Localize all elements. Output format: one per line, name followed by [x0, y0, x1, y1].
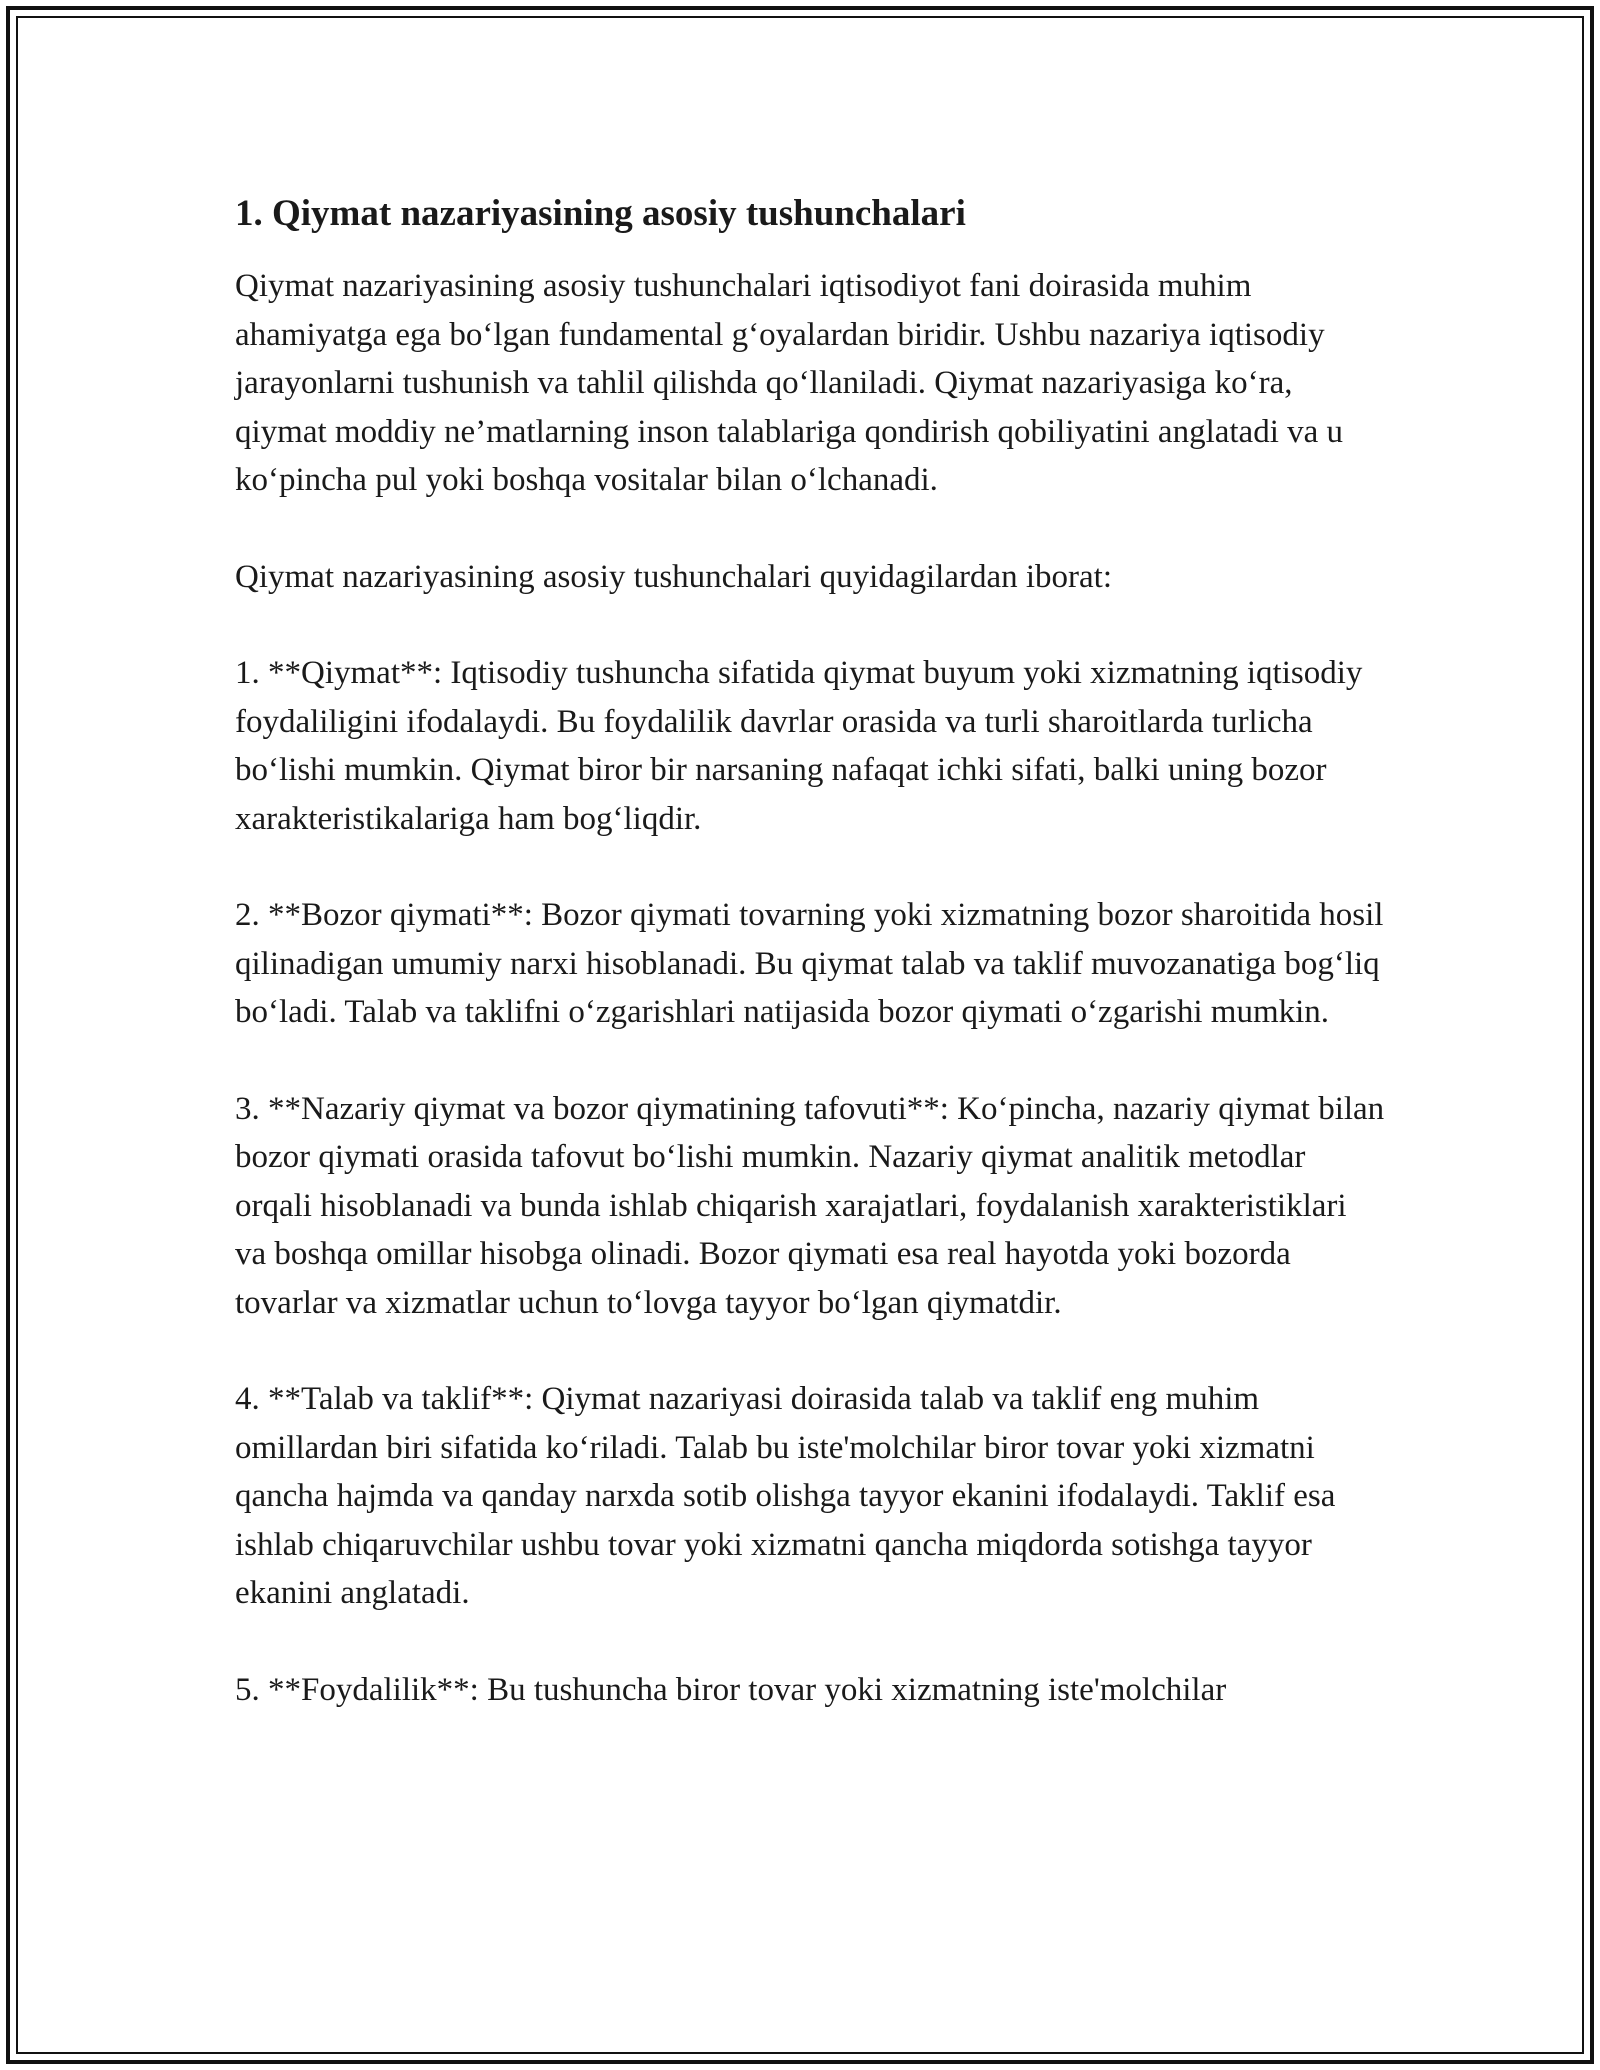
list-intro-paragraph: Qiymat nazariyasining asosiy tushunchalari quyidagilardan iborat: [235, 558, 1113, 595]
list-item-qiymat: 1. **Qiymat**: Iqtisodiy tushuncha sifatida qiymat buyum yoki xizmatning iqtisodiy foydaliligini ifodalaydi. Bu foydalilik davrlar orasida va turli sharoitlarda turlicha bo‘lishi mumkin. Qiymat biror bir narsaning nafaqat ichki sifati, balki uning bozor xarakteristikalariga ham bog‘liqdir. [235, 655, 1363, 837]
list-item-talab-taklif: 4. **Talab va taklif**: Qiymat nazariyasi doirasida talab va taklif eng muhim omillardan biri sifatida ko‘riladi. Talab bu iste'molchilar biror tovar yoki xizmatni qancha hajmda va qanday narxda sotib olishga tayyor ekanini ifodalaydi. Taklif esa ishlab chiqaruvchilar ushbu tovar yoki xizmatni qancha miqdorda sotishga tayyor ekanini anglatadi. [235, 1381, 1336, 1611]
section-heading: 1. Qiymat nazariyasining asosiy tushunchalari [235, 193, 966, 234]
list-item-tafovut: 3. **Nazariy qiymat va bozor qiymatining tafovuti**: Ko‘pincha, nazariy qiymat bilan bozor qiymati orasida tafovut bo‘lishi mumkin. Nazariy qiymat analitik metodlar orqali hisoblanadi va bunda ishlab chiqarish xarajatlari, foydalanish xarakteristiklari va boshqa omillar hisobga olinadi. Bozor qiymati esa real hayotda yoki bozorda tovarlar va xizmatlar uchun to‘lovga tayyor bo‘lgan qiymatdir. [235, 1090, 1385, 1321]
document-body [235, 188, 1385, 1762]
list-item-bozor-qiymati: 2. **Bozor qiymati**: Bozor qiymati tovarning yoki xizmatning bozor sharoitida hosil qilinadigan umumiy narxi hisoblanadi. Bu qiymat talab va taklif muvozanatiga bog‘liq bo‘ladi. Talab va taklifni o‘zgarishlari natijasida bozor qiymati o‘zgarishi mumkin. [235, 897, 1384, 1030]
intro-paragraph: Qiymat nazariyasining asosiy tushunchalari iqtisodiyot fani doirasida muhim ahamiyatga ega bo‘lgan fundamental g‘oyalardan biridir. Ushbu nazariya iqtisodiy jarayonlarni tushunish va tahlil qilishda qo‘llaniladi. Qiymat nazariyasiga ko‘ra, qiymat moddiy ne’matlarning inson talablariga qondirish qobiliyatini anglatadi va u ko‘pincha pul yoki boshqa vositalar bilan o‘lchanadi. [235, 268, 1344, 498]
list-item-foydalilik: 5. **Foydalilik**: Bu tushuncha biror tovar yoki xizmatning iste'molchilar [235, 1671, 1227, 1708]
